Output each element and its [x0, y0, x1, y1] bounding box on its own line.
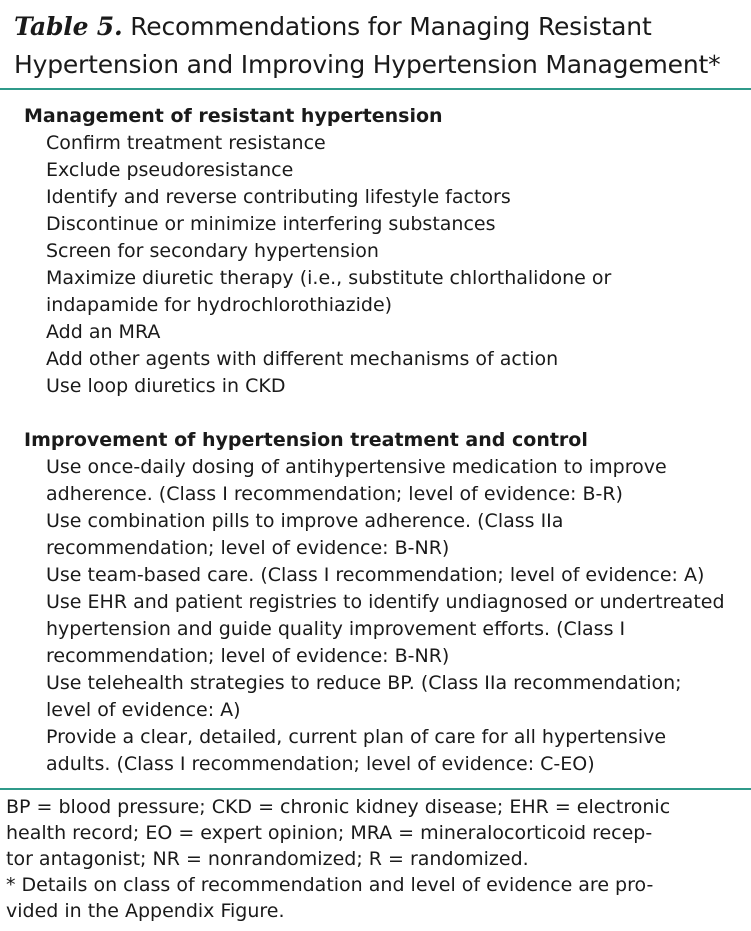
- section-spacer: [24, 400, 749, 426]
- list-item-line: adherence. (Class I recommendation; level of evidence: B-R): [46, 483, 623, 505]
- list-item: [24, 562, 749, 589]
- list-item-line: recommendation; level of evidence: B-NR): [46, 537, 450, 559]
- list-item-line: Exclude pseudoresistance: [46, 159, 294, 181]
- list-item-line: Use loop diuretics in CKD: [46, 375, 286, 397]
- list-item-line: adults. (Class I recommendation; level of evidence: C-EO): [46, 753, 595, 775]
- list-item-line: Provide a clear, detailed, current plan of care for all hypertensive: [46, 726, 667, 748]
- title-line-1: [14, 8, 744, 46]
- asterisk-line-2-text: vided in the: [6, 900, 125, 922]
- table-title: [14, 8, 744, 84]
- list-item: [24, 238, 749, 265]
- table-footnotes: [6, 794, 746, 924]
- list-item-line: Use once-daily dosing of antihypertensive medication to improve: [46, 456, 667, 478]
- list-item: [24, 184, 749, 211]
- list-item: [24, 589, 749, 670]
- top-rule: [0, 88, 751, 90]
- list-item: [24, 373, 749, 400]
- abbrev-line-3: tor antagonist; NR = nonrandomized; R = randomized.: [6, 848, 529, 870]
- list-item-line: hypertension and guide quality improvement efforts. (Class I: [46, 618, 626, 640]
- bottom-rule: [0, 788, 751, 790]
- asterisk-line-end: .: [278, 900, 285, 922]
- list-item-line: indapamide for hydrochlorothiazide): [46, 294, 393, 316]
- list-item-line: level of evidence: A): [46, 699, 241, 721]
- list-item: [24, 265, 749, 319]
- list-item-line: Confirm treatment resistance: [46, 132, 326, 154]
- list-item: [24, 130, 749, 157]
- list-item-line: Use EHR and patient registries to identify undiagnosed or undertreated: [46, 591, 725, 613]
- list-item-line: Add other agents with different mechanisms of action: [46, 348, 559, 370]
- list-item-line: Maximize diuretic therapy (i.e., substitute chlorthalidone or: [46, 267, 612, 289]
- list-item: [24, 319, 749, 346]
- section-heading: Management of resistant hypertension: [24, 105, 443, 127]
- abbrev-line-1: BP = blood pressure; CKD = chronic kidney disease; EHR = electronic: [6, 796, 671, 818]
- list-item-line: Use telehealth strategies to reduce BP. (Class IIa recommendation;: [46, 672, 682, 694]
- asterisk-line-2: [6, 898, 746, 924]
- table-body: [24, 102, 749, 778]
- section-heading: Improvement of hypertension treatment and control: [24, 429, 588, 451]
- list-item-line: Discontinue or minimize interfering substances: [46, 213, 496, 235]
- sections-container: [24, 102, 749, 778]
- list-item-line: Use team-based care. (Class I recommendation; level of evidence: A): [46, 564, 705, 586]
- list-item-line: Add an MRA: [46, 321, 161, 343]
- list-item: [24, 157, 749, 184]
- list-item-line: recommendation; level of evidence: B-NR): [46, 645, 450, 667]
- list-item: [24, 346, 749, 373]
- abbrev-line-2: health record; EO = expert opinion; MRA = mineralocorticoid recep-: [6, 822, 653, 844]
- list-item-line: Use combination pills to improve adherence. (Class IIa: [46, 510, 564, 532]
- list-item: [24, 211, 749, 238]
- table-number-label: Table 5.: [14, 12, 123, 41]
- list-item-line: Screen for secondary hypertension: [46, 240, 379, 262]
- list-item-line: Identify and reverse contributing lifestyle factors: [46, 186, 511, 208]
- asterisk-line-1: * Details on class of recommendation and level of evidence are pro-: [6, 874, 654, 896]
- appendix-figure-link[interactable]: Appendix Figure: [124, 900, 279, 922]
- title-line-2: Hypertension and Improving Hypertension Management*: [14, 50, 721, 79]
- title-text-1: Recommendations for Managing Resistant: [130, 12, 652, 41]
- list-item: [24, 724, 749, 778]
- list-item: [24, 454, 749, 508]
- list-item: [24, 670, 749, 724]
- list-item: [24, 508, 749, 562]
